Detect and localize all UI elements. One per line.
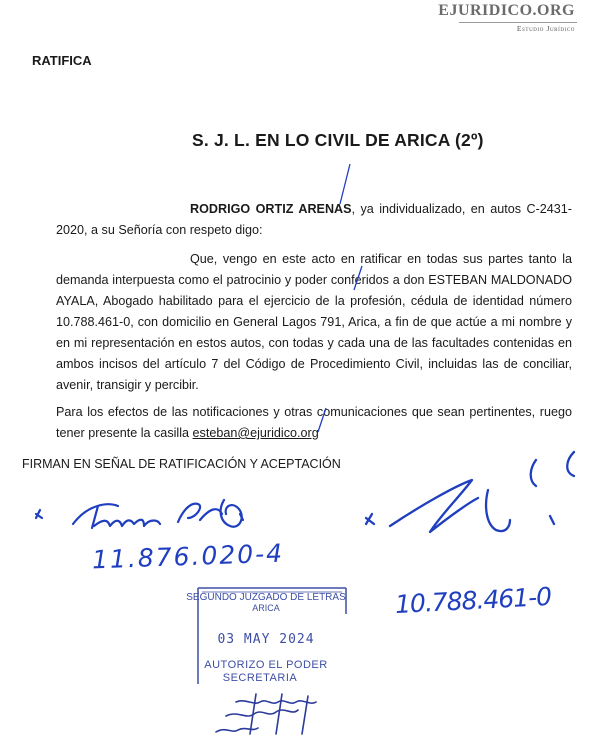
stamp-line-secretary: SECRETARIA — [222, 672, 298, 684]
ink-mark — [340, 262, 370, 302]
handwritten-rut-right: 10.788.461-0 — [394, 581, 552, 620]
stamp-line-authorize: AUTORIZO EL PODER — [204, 659, 328, 671]
stamp-line-city: ARICA — [252, 603, 280, 613]
signature-right — [360, 446, 590, 556]
stamp-date: 03 MAY 2024 — [217, 632, 315, 647]
party-name: RODRIGO ORTIZ ARENAS — [190, 202, 352, 216]
paragraph-intro — [56, 199, 572, 241]
court-heading: S. J. L. EN LO CIVIL DE ARICA (2º) — [192, 130, 484, 150]
paragraph-intro-text: , ya individualizado, en autos C-2431-2020, a su Señoría con respeto digo: — [56, 202, 572, 237]
email-link[interactable]: esteban@ejuridico.org — [192, 426, 319, 440]
ink-mark — [330, 160, 360, 220]
logo-text: EJURIDICO.ORG — [438, 2, 575, 19]
signature-left — [28, 484, 278, 544]
logo-rule — [459, 22, 577, 23]
signature-caption: FIRMAN EN SEÑAL DE RATIFICACIÓN Y ACEPTACIÓN — [22, 457, 341, 471]
ratification-text-a: Que, vengo en este acto en ratificar en todas sus partes tanto la demanda interpuesta como el patrocinio y poder conferidos a don — [56, 252, 572, 287]
ink-mark — [306, 406, 336, 446]
stamp-line-court: SEGUNDO JUZGADO DE LETRAS — [186, 592, 346, 603]
paragraph-ratification — [56, 249, 572, 396]
ratification-text-b: , Abogado habilitado para el ejercicio de la profesión, cédula de identidad número 10.788.461-0, con domicilio en General Lagos 791, Arica, a fin de que actúe a mi nombre y en mi representación en estos autos, con todas y cada una de las facultades contenidas en ambos incisos del artículo 7 del Código de Procedimiento Civil, incluidas las de conciliar, avenir, transigir y percibir. — [56, 294, 572, 392]
section-heading: RATIFICA — [32, 53, 92, 68]
notifications-text: Para los efectos de las notificaciones y otras comunicaciones que sean pertinentes, ruego tener presente la casilla — [56, 405, 572, 440]
handwritten-rut-left: 11.876.020-4 — [91, 538, 285, 575]
logo-subtitle: Estudio Jurídico — [516, 24, 575, 33]
attorney-name: ESTEBAN MALDONADO AYALA — [56, 273, 572, 308]
